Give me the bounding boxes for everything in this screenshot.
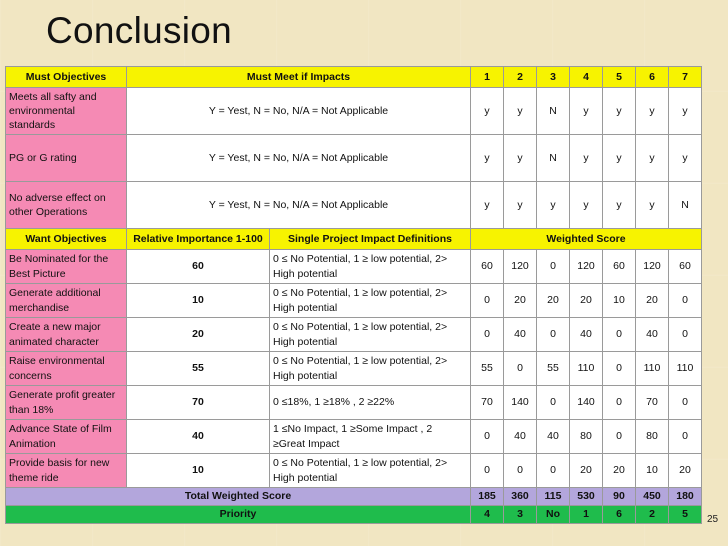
weighted-value: 20 [570,454,603,488]
weighted-value: 20 [636,284,669,318]
want-row [6,250,702,284]
weighted-value: 0 [504,454,537,488]
weighted-value: 10 [603,284,636,318]
must-value: y [570,182,603,229]
weighted-value: 0 [537,386,570,420]
weighted-score-header: Weighted Score [471,229,702,250]
impact-definition: 0 ≤ No Potential, 1 ≥ low potential, 2> High potential [270,250,471,284]
importance-value: 55 [127,352,270,386]
must-row [6,88,702,135]
weighted-value: 40 [636,318,669,352]
weighted-value: 20 [570,284,603,318]
want-objectives-header: Want Objectives [6,229,127,250]
must-value: y [603,88,636,135]
impact-definition: 0 ≤ No Potential, 1 ≥ low potential, 2> High potential [270,454,471,488]
want-objective: Create a new major animated character [6,318,127,352]
must-impacts-header: Must Meet if Impacts [127,67,471,88]
weighted-value: 120 [570,250,603,284]
must-value: N [537,88,570,135]
weighted-value: 0 [537,318,570,352]
weighted-value: 10 [636,454,669,488]
weighted-value: 0 [471,318,504,352]
want-objective: Be Nominated for the Best Picture [6,250,127,284]
weighted-value: 0 [504,352,537,386]
want-row [6,284,702,318]
weighted-value: 55 [471,352,504,386]
evaluation-table [5,66,702,524]
must-impact: Y = Yest, N = No, N/A = Not Applicable [127,182,471,229]
slide-title: Conclusion [46,10,233,51]
must-value: y [504,88,537,135]
weighted-value: 0 [471,420,504,454]
weighted-value: 0 [669,420,702,454]
column-header: 7 [669,67,702,88]
total-value: 185 [471,488,504,506]
column-header: 6 [636,67,669,88]
weighted-value: 120 [636,250,669,284]
weighted-value: 0 [669,318,702,352]
must-value: y [636,88,669,135]
priority-value: 3 [504,506,537,524]
total-row [6,488,702,506]
must-objectives-header: Must Objectives [6,67,127,88]
weighted-value: 0 [471,454,504,488]
column-header: 3 [537,67,570,88]
importance-value: 70 [127,386,270,420]
priority-label: Priority [6,506,471,524]
weighted-value: 110 [570,352,603,386]
weighted-value: 0 [471,284,504,318]
priority-value: 5 [669,506,702,524]
weighted-value: 20 [669,454,702,488]
impact-definition: 1 ≤No Impact, 1 ≥Some Impact , 2 ≥Great Impact [270,420,471,454]
must-value: y [570,135,603,182]
total-value: 450 [636,488,669,506]
weighted-value: 70 [636,386,669,420]
total-value: 115 [537,488,570,506]
must-header-row [6,67,702,88]
must-impact: Y = Yest, N = No, N/A = Not Applicable [127,135,471,182]
importance-value: 10 [127,284,270,318]
want-row [6,352,702,386]
must-value: y [636,135,669,182]
impact-definition: 0 ≤ No Potential, 1 ≥ low potential, 2> High potential [270,352,471,386]
importance-value: 60 [127,250,270,284]
must-value: y [471,135,504,182]
weighted-value: 40 [570,318,603,352]
weighted-value: 80 [570,420,603,454]
weighted-value: 60 [471,250,504,284]
weighted-value: 40 [504,318,537,352]
weighted-value: 40 [504,420,537,454]
column-header: 4 [570,67,603,88]
must-value: y [669,135,702,182]
importance-value: 40 [127,420,270,454]
want-row [6,386,702,420]
priority-value: 1 [570,506,603,524]
must-value: y [504,135,537,182]
must-value: N [669,182,702,229]
must-value: y [504,182,537,229]
must-objective: Meets all safty and environmental standards [6,88,127,135]
must-value: y [669,88,702,135]
weighted-value: 0 [669,284,702,318]
weighted-value: 60 [603,250,636,284]
total-value: 530 [570,488,603,506]
want-objective: Advance State of Film Animation [6,420,127,454]
want-row [6,454,702,488]
weighted-value: 60 [669,250,702,284]
weighted-value: 0 [669,386,702,420]
weighted-value: 0 [603,386,636,420]
must-row [6,182,702,229]
priority-row [6,506,702,524]
impact-definition: 0 ≤ No Potential, 1 ≥ low potential, 2> High potential [270,318,471,352]
priority-value: No [537,506,570,524]
definitions-header: Single Project Impact Definitions [270,229,471,250]
total-value: 90 [603,488,636,506]
want-objective: Generate additional merchandise [6,284,127,318]
must-objective: No adverse effect on other Operations [6,182,127,229]
weighted-value: 20 [537,284,570,318]
weighted-value: 140 [570,386,603,420]
total-value: 360 [504,488,537,506]
importance-value: 10 [127,454,270,488]
importance-header: Relative Importance 1-100 [127,229,270,250]
weighted-value: 0 [537,250,570,284]
must-value: y [636,182,669,229]
total-value: 180 [669,488,702,506]
must-value: N [537,135,570,182]
want-row [6,318,702,352]
want-objective: Raise environmental concerns [6,352,127,386]
must-value: y [570,88,603,135]
want-objective: Provide basis for new theme ride [6,454,127,488]
must-impact: Y = Yest, N = No, N/A = Not Applicable [127,88,471,135]
impact-definition: 0 ≤18%, 1 ≥18% , 2 ≥22% [270,386,471,420]
column-header: 5 [603,67,636,88]
must-objective: PG or G rating [6,135,127,182]
importance-value: 20 [127,318,270,352]
weighted-value: 20 [504,284,537,318]
impact-definition: 0 ≤ No Potential, 1 ≥ low potential, 2> High potential [270,284,471,318]
want-objective: Generate profit greater than 18% [6,386,127,420]
column-header: 2 [504,67,537,88]
total-label: Total Weighted Score [6,488,471,506]
must-value: y [471,88,504,135]
column-header: 1 [471,67,504,88]
slide-number: 25 [707,514,719,525]
priority-value: 6 [603,506,636,524]
must-row [6,135,702,182]
weighted-value: 0 [603,420,636,454]
must-value: y [603,182,636,229]
weighted-value: 0 [603,318,636,352]
want-row [6,420,702,454]
must-value: y [537,182,570,229]
weighted-value: 20 [603,454,636,488]
weighted-value: 70 [471,386,504,420]
must-value: y [471,182,504,229]
must-value: y [603,135,636,182]
priority-value: 2 [636,506,669,524]
weighted-value: 120 [504,250,537,284]
weighted-value: 40 [537,420,570,454]
weighted-value: 0 [603,352,636,386]
want-header-row [6,229,702,250]
priority-value: 4 [471,506,504,524]
weighted-value: 0 [537,454,570,488]
weighted-value: 110 [636,352,669,386]
weighted-value: 80 [636,420,669,454]
weighted-value: 55 [537,352,570,386]
weighted-value: 110 [669,352,702,386]
weighted-value: 140 [504,386,537,420]
